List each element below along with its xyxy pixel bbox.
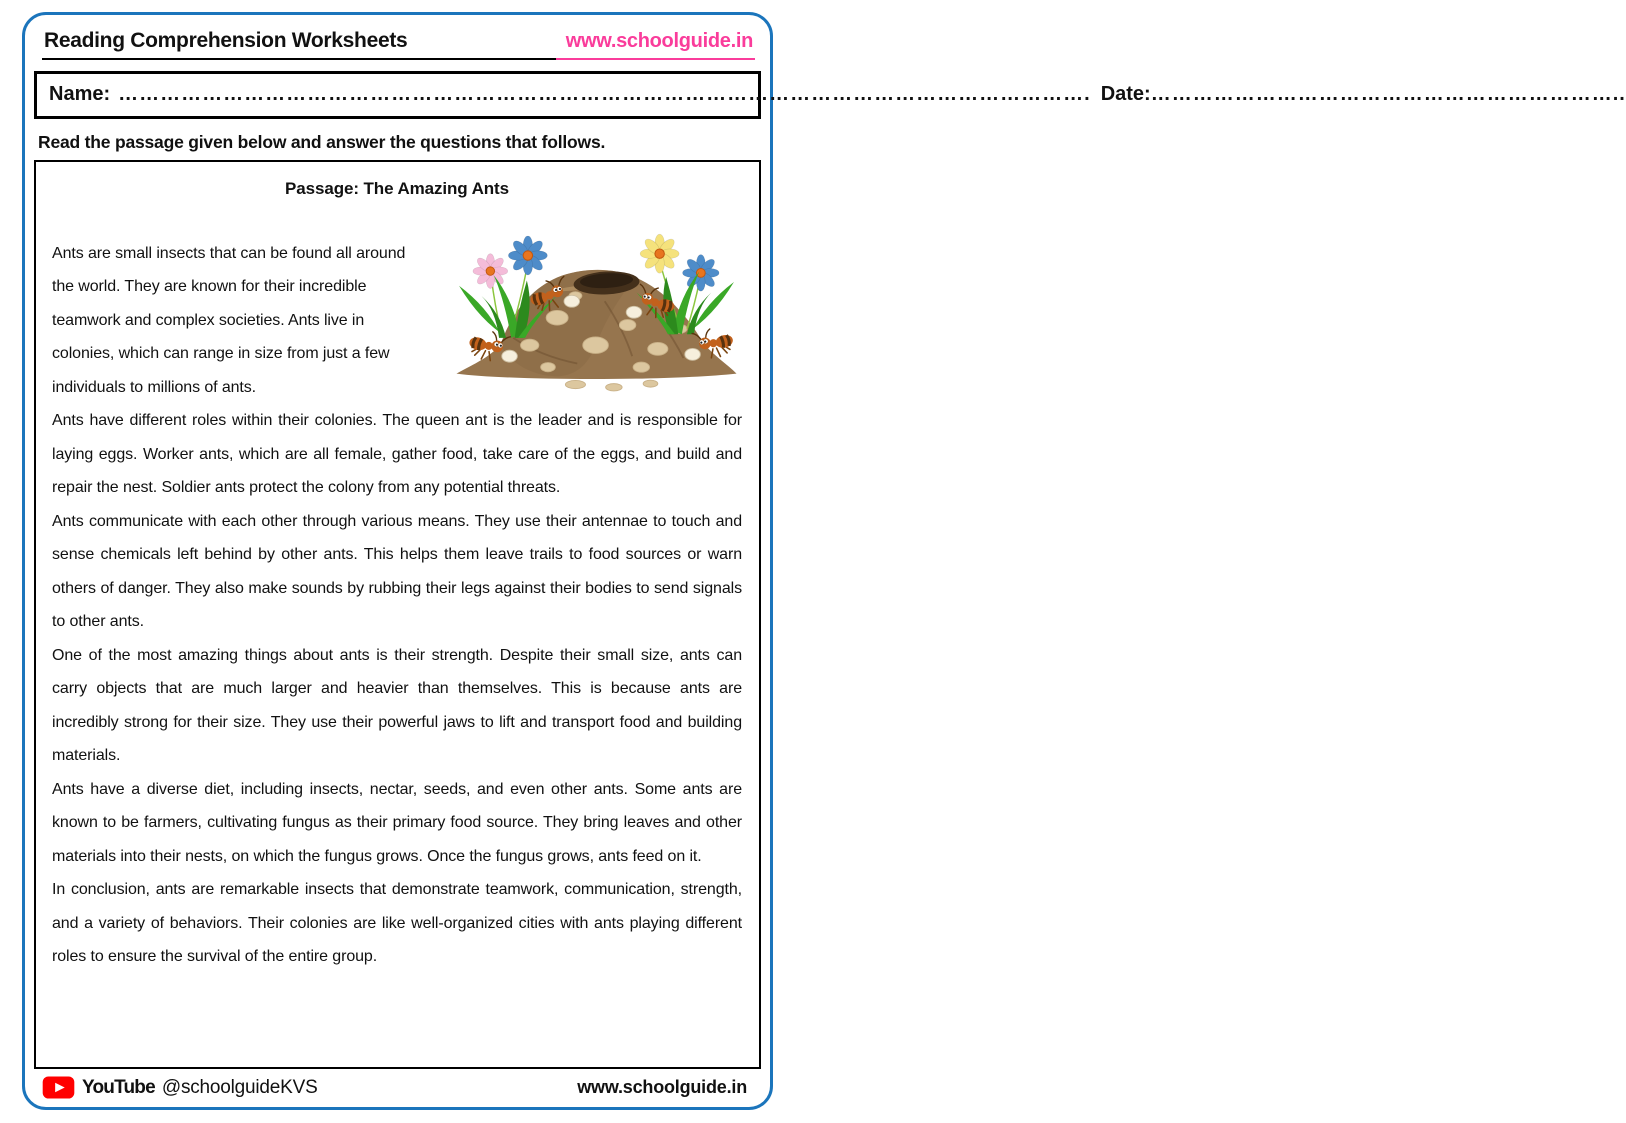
header bbox=[42, 29, 755, 60]
blue-flower-right-icon bbox=[683, 254, 720, 291]
yellow-flower-icon bbox=[640, 234, 679, 273]
passage-paragraph: Ants have different roles within their colonies. The queen ant is the leader and is responsible for laying eggs. Worker ants, which are all female, gather food, take care of the eggs, and build and repair the nest. Soldier ants protect the colony from any potential threats. bbox=[52, 412, 742, 496]
footer bbox=[34, 1069, 761, 1101]
passage-paragraph: One of the most amazing things about ants is their strength. Despite their small size, ants can carry objects that are much larger and heavier than themselves. This is because ants are incredibly strong for their size. They use their powerful jaws to lift and transport food and building materials. bbox=[52, 646, 742, 764]
date-label: Date: bbox=[1100, 83, 1151, 105]
instruction-text: Read the passage given below and answer the questions that follows. bbox=[38, 132, 606, 152]
ants-on-anthill-illustration bbox=[440, 231, 742, 399]
passage-paragraph bbox=[52, 237, 742, 405]
pink-flower-icon bbox=[473, 253, 508, 288]
paragraph-text: Ants are small insects that can be found all around the world. They are known for their incredible teamwork and complex societies. Ants live in colonies, which can range in size from just a few individuals to millions of ants. bbox=[52, 244, 406, 396]
blue-flower-icon bbox=[508, 236, 547, 275]
youtube-channel bbox=[42, 1076, 318, 1099]
page-border-frame bbox=[22, 12, 1626, 1110]
page-title: Reading Comprehension Worksheets bbox=[42, 29, 411, 60]
passage-title: Passage: The Amazing Ants bbox=[285, 179, 509, 198]
passage-paragraph: Ants have a diverse diet, including insects, nectar, seeds, and even other ants. Some ants are known to be farmers, cultivating fungus as their primary food source. They bring leaves and other materials into their nests, on which the fungus grows. Once the fungus grows, ants feed on it. bbox=[52, 780, 742, 865]
passage-paragraph: Ants communicate with each other through various means. They use their antennae to touch and sense chemicals left behind by other ants. This helps them leave trails to food sources or warn others of danger. They also make sounds by rubbing their legs against their bodies to send signals to other ants. bbox=[52, 512, 742, 630]
site-link[interactable]: www.schoolguide.in bbox=[556, 30, 755, 60]
name-fill-line: …………………………………………………………………………………………………………………………. bbox=[118, 83, 1091, 105]
title-underline bbox=[411, 58, 555, 60]
passage-paragraph: In conclusion, ants are remarkable insects that demonstrate teamwork, communication, strength, and a variety of behaviors. Their colonies are like well-organized cities with ants playing different roles to ensure the survival of the entire group. bbox=[52, 881, 742, 965]
name-date-box bbox=[34, 71, 1626, 119]
youtube-handle: @schoolguideKVS bbox=[161, 1076, 318, 1098]
youtube-icon bbox=[42, 1076, 75, 1099]
passage-box bbox=[34, 160, 761, 1069]
footer-site-link: www.schoolguide.in bbox=[577, 1077, 747, 1097]
date-fill-line: ………………………………………………………….. bbox=[1150, 83, 1626, 105]
youtube-wordmark: YouTube bbox=[82, 1076, 155, 1098]
name-label: Name: bbox=[49, 83, 111, 105]
